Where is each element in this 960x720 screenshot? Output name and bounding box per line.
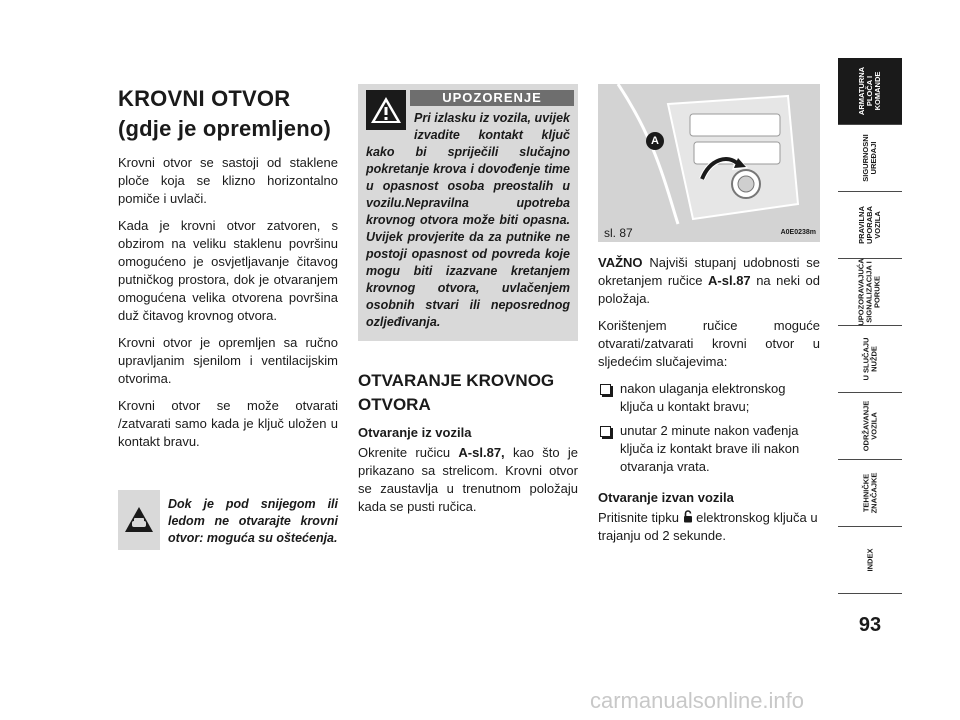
tab-odrzavanje-vozila[interactable] [838, 393, 902, 460]
tab-label: ODRŽAVANJE VOZILA [861, 400, 878, 452]
tab-armaturna-ploca[interactable] [838, 58, 902, 125]
page-number: 93 [858, 614, 882, 636]
tab-label: SIGURNOSNI UREĐAJI [860, 134, 878, 182]
figure-label: sl. 87 [604, 226, 633, 240]
section-title [358, 369, 578, 417]
warning-text: Pri izlasku iz vozila, uvijek izvadite kontakt ključ kako bi spriječili slučajno pokretanje krova i dovođenje time u opasnost osoba preostalih u vozilu.Nepravilna upotreba krovnog otvora može biti opasna. Uvijek provjerite da za putnike ne postoji opasnost od povreda koje mogu biti izazvane kretanjem krovnog otvora, uvlačenjem osobnih stvari ili neposrednog ozljeđivanja. [366, 111, 570, 329]
list-item [598, 422, 820, 476]
padlock-open-icon [683, 510, 693, 525]
subsection-outside: Otvaranje izvan vozila [598, 490, 734, 505]
snow-note [118, 490, 338, 550]
tab-label: TEHNIČKE ZNAČAJKE [861, 472, 878, 514]
title-line-1: KROVNI OTVOR [118, 86, 291, 111]
list-item-text: unutar 2 minute nakon vađenja ključa iz kontakt brave ili nakon otvaranja vrata. [620, 423, 800, 474]
paragraph-3: Krovni otvor je opremljen sa ručno upravljanim sjenilom i ventilacijskim otvorima. [118, 335, 338, 386]
text: elektronskog ključa u trajanju od 2 sekunde. [598, 510, 818, 543]
intro-paragraph: Korištenjem ručice moguće otvarati/zatvarati krovni otvor u sljedećim slučajevima: [598, 318, 820, 369]
bullet-box-icon [600, 426, 611, 437]
important-label: VAŽNO [598, 255, 643, 270]
tab-label: ARMATURNA PLOČA I KOMANDE [857, 66, 882, 116]
list-item-text: nakon ulaganja elektronskog ključa u kontakt bravu; [620, 381, 786, 414]
figure-reference: A-sl.87 [708, 273, 751, 288]
tab-u-slucaju-nuzde[interactable] [838, 326, 902, 393]
list-item [598, 380, 820, 416]
warning-box [358, 84, 578, 341]
paragraph-2: Kada je krovni otvor zatvoren, s obzirom na veliku staklenu površinu omogućeno je osvjetljavanje čitavog putničkog prostora, dok je otvaranjem omogućena velika otvorena površina duž čitavog krovnog otvora. [118, 218, 338, 323]
tab-sigurnosni-uredaji[interactable] [838, 125, 902, 192]
page-title [118, 84, 338, 144]
roof-control-illustration [598, 84, 820, 242]
warning-title: UPOZORENJE [410, 90, 574, 106]
tab-pravilna-uporaba[interactable] [838, 192, 902, 259]
text: Okrenite ručicu [358, 445, 459, 460]
paragraph-open-outside [598, 509, 820, 545]
figure-reference: A-sl.87, [458, 445, 505, 460]
tab-upozoravajuca-signalizacija[interactable] [838, 259, 902, 326]
text: kao što je prikazano sa strelicom. Krovni otvor se zaustavlja u trenutnom položaju kada se pusti ručica. [358, 445, 578, 514]
chapter-tabs [838, 58, 902, 594]
paragraph-open-inside [358, 444, 578, 516]
conditions-list [598, 380, 820, 476]
car-snow-icon [118, 490, 160, 550]
paragraph-4: Krovni otvor se može otvarati /zatvarati samo kada je ključ uložen u kontakt bravu. [118, 398, 338, 449]
tab-label: UPOZORAVAJUĆA SIGNALIZACIJA I PORUKE [857, 258, 883, 326]
figure-sl-87 [598, 84, 820, 242]
text: Pritisnite tipku [598, 510, 683, 525]
text: na neki od položaja. [598, 273, 820, 306]
tab-tehnicke-znacajke[interactable] [838, 460, 902, 527]
figure-marker-a: A [646, 132, 664, 150]
figure-code: A0E0238m [780, 229, 816, 236]
paragraph-1: Krovni otvor se sastoji od staklene ploče koja se klizno horizontalno pomiče i uvlači. [118, 155, 338, 206]
title-line-2: (gdje je opremljeno) [118, 116, 332, 141]
tab-label: PRAVILNA UPORABA VOZILA [856, 206, 882, 244]
section-title-line-2: OTVORA [358, 395, 431, 414]
right-column [598, 84, 820, 554]
snow-note-text: Dok je pod snijegom ili ledom ne otvarajte krovni otvor: moguća su oštećenja. [168, 497, 338, 545]
left-column [118, 84, 338, 460]
middle-column [358, 84, 578, 525]
tab-index[interactable] [838, 527, 902, 594]
section-title-line-1: OTVARANJE KROVNOG [358, 371, 555, 390]
important-paragraph [598, 254, 820, 308]
tab-label: INDEX [864, 548, 874, 572]
text: Najviši stupanj udobnosti se okretanjem ručice [598, 255, 820, 288]
watermark: carmanualsonline.info [590, 688, 805, 713]
tab-label: U SLUČAJU NUŽDE [860, 337, 878, 381]
bullet-box-icon [600, 384, 611, 395]
warning-triangle-icon [366, 90, 406, 130]
subsection-inside: Otvaranje iz vozila [358, 425, 472, 440]
